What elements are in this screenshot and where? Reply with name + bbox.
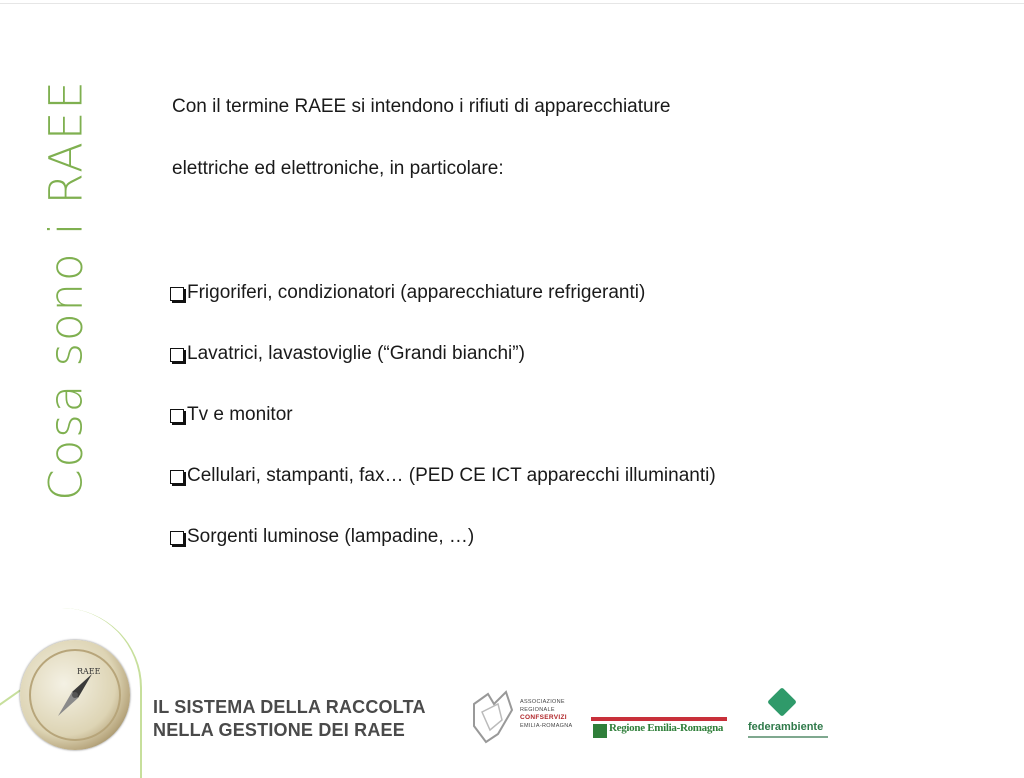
compass-needle-icon [20, 640, 130, 750]
confservizi-line-2: REGIONALE [520, 707, 555, 713]
confservizi-line-1: ASSOCIAZIONE [520, 699, 565, 705]
footer-banner [0, 600, 1024, 768]
regione-emblem-icon [593, 724, 607, 738]
bullet-item [170, 337, 992, 398]
slide-title-text: Cosa sono i RAEE [39, 79, 93, 501]
top-divider [0, 3, 1024, 4]
bullet-item [170, 276, 992, 337]
intro-paragraph [172, 90, 992, 214]
confservizi-logo [468, 686, 578, 746]
bullet-text: Frigoriferi, condizionatori (apparecchiature refrigeranti) [187, 282, 646, 303]
bullet-item [170, 459, 992, 520]
compass-logo [20, 640, 130, 750]
checkbox-square-icon [170, 348, 184, 362]
checkbox-square-icon [170, 470, 184, 484]
confservizi-text [520, 698, 572, 730]
federambiente-tagline-bar [748, 736, 828, 738]
footer-title-line-2: NELLA GESTIONE DEI RAEE [153, 720, 405, 740]
regione-color-bar [591, 717, 727, 721]
federambiente-text: federambiente [748, 721, 824, 733]
federambiente-logo [748, 688, 830, 748]
slide-title [39, 75, 93, 505]
intro-line-1: Con il termine RAEE si intendono i rifiuti di apparecchiature [172, 96, 671, 117]
regione-text: Regione Emilia-Romagna [609, 722, 724, 734]
confservizi-brand: CONFSERVIZI [520, 714, 567, 721]
bullet-text: Cellulari, stampanti, fax… (PED CE ICT apparecchi illuminanti) [187, 465, 716, 486]
confservizi-emblem-icon [468, 686, 518, 746]
bullet-text: Tv e monitor [187, 404, 293, 425]
regione-emilia-romagna-logo [591, 717, 727, 741]
checkbox-square-icon [170, 531, 184, 545]
intro-line-2: elettriche ed elettroniche, in particolare: [172, 158, 504, 179]
bullet-item [170, 398, 992, 459]
confservizi-line-4: EMILIA-ROMAGNA [520, 723, 573, 729]
footer-title [153, 696, 426, 742]
federambiente-emblem-icon [767, 687, 797, 717]
bullet-item [170, 520, 992, 581]
checkbox-square-icon [170, 287, 184, 301]
slide-body [172, 90, 992, 581]
checkbox-square-icon [170, 409, 184, 423]
bullet-text: Sorgenti luminose (lampadine, …) [187, 526, 475, 547]
bullet-list [172, 276, 992, 581]
compass-label: RAEE [77, 667, 101, 676]
footer-title-line-1: IL SISTEMA DELLA RACCOLTA [153, 697, 426, 717]
bullet-text: Lavatrici, lavastoviglie (“Grandi bianchi”) [187, 343, 525, 364]
